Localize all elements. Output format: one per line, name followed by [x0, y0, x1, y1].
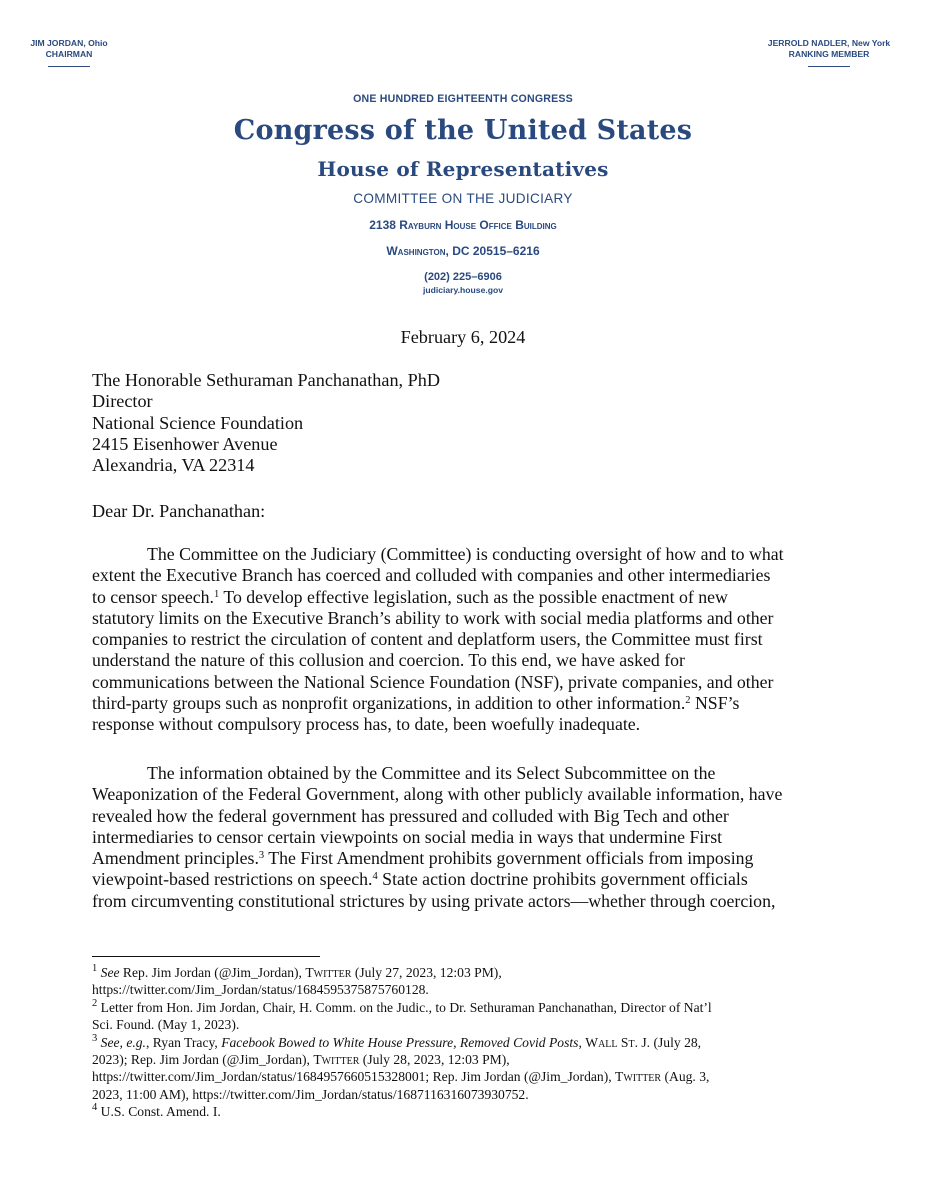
- text-run: Letter from Hon. Jim Jordan, Chair, H. Comm. on the Judic., to Dr. Sethuraman Panchanathan, Director of Nat’l: [100, 999, 712, 1015]
- text-run: Twitter: [615, 1069, 662, 1085]
- footnote-ref-2: 2: [685, 695, 691, 707]
- text-run: Wall St. J.: [585, 1034, 651, 1050]
- text-run: To develop effective legislation, such as the possible enactment of new: [219, 586, 728, 607]
- ranking-member-title: RANKING MEMBER: [788, 49, 870, 59]
- footnote-2-line-2: Sci. Found. (May 1, 2023).: [92, 1017, 240, 1033]
- text-run: Rep. Jim Jordan (@Jim_Jordan),: [119, 965, 306, 980]
- text-run: State action doctrine prohibits government officials: [377, 869, 748, 890]
- text-run: Twitter: [313, 1052, 360, 1068]
- footnote-number: 3: [92, 1032, 98, 1044]
- footnote-2: [92, 999, 852, 1016]
- recipient-line: 2415 Eisenhower Avenue: [92, 433, 278, 454]
- ranking-member-name: JERROLD NADLER, New York: [767, 38, 891, 48]
- salutation: Dear Dr. Panchanathan:: [92, 501, 266, 521]
- congress-title: Congress of the United States: [233, 115, 693, 146]
- paragraph-line: The Committee on the Judiciary (Committee) is conducting oversight of how and to what: [147, 544, 784, 564]
- text-run: (July 28,: [650, 1034, 702, 1050]
- paragraph-line: Weaponization of the Federal Government, along with other publicly available information, have: [92, 784, 783, 805]
- house-title: House of Representatives: [317, 157, 609, 181]
- footnote-3: [92, 1034, 852, 1051]
- text-run: third-party groups such as nonprofit organizations, in addition to other information.: [92, 693, 686, 714]
- text-run: 2023); Rep. Jim Jordan (@Jim_Jordan),: [92, 1052, 314, 1068]
- footnote-ref-1: 1: [213, 588, 220, 600]
- website: judiciary.house.gov: [422, 285, 504, 295]
- article-title: Facebook Bowed to White House Pressure, Removed Covid Posts: [221, 1034, 579, 1050]
- footnote-1-line-2: https://twitter.com/Jim_Jordan/status/1684595375875760128.: [92, 982, 429, 998]
- ranking-member-block: [758, 38, 900, 67]
- footnote-1: [92, 964, 852, 981]
- congress-number: ONE HUNDRED EIGHTEENTH CONGRESS: [353, 93, 573, 105]
- recipient-address: [92, 370, 440, 476]
- paragraph-line: extent the Executive Branch has coerced and colluded with companies and other intermediaries: [92, 565, 771, 586]
- text-run: Twitter: [305, 965, 352, 980]
- paragraph-line: response without compulsory process has, to date, been woefully inadequate.: [92, 714, 641, 735]
- text-run: , Ryan Tracy,: [145, 1034, 222, 1050]
- text-run: (Aug. 3,: [661, 1069, 710, 1085]
- text-run: (July 28, 2023, 12:03 PM),: [359, 1052, 510, 1068]
- recipient-line: Alexandria, VA 22314: [92, 455, 255, 476]
- paragraph-line: intermediaries to censor certain viewpoints on social media in ways that undermine First: [92, 826, 723, 847]
- chairman-rule: [48, 66, 90, 67]
- paragraph-line: [92, 869, 837, 890]
- footnote-number: 1: [92, 963, 98, 974]
- paragraph-2: [92, 763, 837, 912]
- address-line-2: Washington, DC 20515–6216: [386, 244, 540, 258]
- paragraph-line: The information obtained by the Committee and its Select Subcommittee on the: [147, 763, 716, 783]
- footnote-3-line-2: [92, 1051, 852, 1068]
- signal-word: See, e.g.: [100, 1034, 146, 1050]
- phone-number: (202) 225–6906: [424, 271, 502, 283]
- footnote-ref-3: 3: [258, 850, 265, 862]
- footnote-number: 2: [92, 997, 98, 1009]
- footnotes: [92, 964, 852, 1121]
- ranking-member-rule: [808, 66, 850, 67]
- committee-name: COMMITTEE ON THE JUDICIARY: [353, 191, 573, 206]
- paragraph-line: [92, 693, 837, 714]
- paragraph-1: [92, 544, 837, 736]
- paragraph-line: understand the nature of this collusion and coercion. To this end, we have asked for: [92, 650, 685, 671]
- text-run: viewpoint-based restrictions on speech.: [92, 869, 373, 890]
- chairman-title: CHAIRMAN: [45, 49, 93, 59]
- footnote-3-line-3: [92, 1068, 852, 1085]
- recipient-line: National Science Foundation: [92, 412, 304, 433]
- footnote-3-line-4: 2023, 11:00 AM), https://twitter.com/Jim_Jordan/status/1687116316073930752.: [92, 1086, 529, 1102]
- text-run: https://twitter.com/Jim_Jordan/status/1684957660515328001; Rep. Jim Jordan (@Jim_Jordan),: [92, 1069, 616, 1085]
- paragraph-line: [92, 848, 837, 869]
- footnote-separator: [92, 956, 320, 957]
- text-run: The First Amendment prohibits government officials from imposing: [264, 848, 754, 869]
- paragraph-line: from circumventing constitutional strictures by using private actors—whether through coercion,: [92, 890, 776, 911]
- chairman-name: JIM JORDAN, Ohio: [30, 38, 108, 48]
- text-run: U.S. Const. Amend. I.: [100, 1104, 221, 1120]
- text-run: NSF’s: [690, 693, 740, 714]
- text-run: (July 27, 2023, 12:03 PM),: [351, 965, 502, 980]
- text-run: to censor speech.: [92, 586, 214, 607]
- address-line-1: 2138 Rayburn House Office Building: [369, 218, 557, 232]
- paragraph-line: [92, 587, 837, 608]
- paragraph-line: statutory limits on the Executive Branch’s ability to work with social media platforms and other: [92, 607, 774, 628]
- recipient-line: The Honorable Sethuraman Panchanathan, PhD: [92, 370, 440, 390]
- paragraph-line: revealed how the federal government has pressured and colluded with Big Tech and other: [92, 805, 729, 826]
- text-run: Amendment principles.: [92, 848, 259, 869]
- recipient-line: Director: [92, 391, 153, 412]
- text-run: ,: [578, 1034, 586, 1050]
- signal-word: See: [100, 965, 120, 980]
- paragraph-line: communications between the National Science Foundation (NSF), private companies, and other: [92, 671, 774, 692]
- letter-date: February 6, 2024: [400, 327, 526, 347]
- paragraph-line: companies to restrict the circulation of content and deplatform users, the Committee must first: [92, 629, 763, 650]
- footnote-ref-4: 4: [372, 871, 378, 883]
- footnote-number: 4: [92, 1102, 98, 1114]
- footnote-4: [92, 1103, 852, 1120]
- chairman-block: [28, 38, 110, 67]
